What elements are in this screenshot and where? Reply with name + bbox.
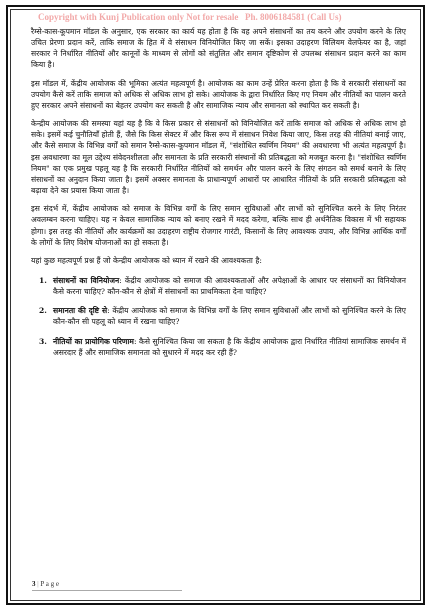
- paragraph-3: केन्द्रीय आयोजक की समस्या यहां यह है कि वे किस प्रकार से संसाधनों को विनियोजित करें ताकि समाज को अधिक से अधिक लाभ हो सके। इसमें कई चुनौतियाँ होती हैं, जैसे कि किस सेक्टर में और किस रूप में संसाधन निवेश किया जाए, किस तरह की नीतियां बनाई जाए, और कैसे समाज के विभिन्न वर्गों को समान रैम्से-कास-कूपमान मॉडल में, "संशोधित स्वर्णिम नियम" की अवधारणा भी अत्यंत महत्वपूर्ण है। इस अवधारणा का मूल उद्देश्य संवेदनशीलता और समानता के प्रति सरकारी संस्थानों की प्रतिबद्धता को मजबूत करना है। "संशोधित स्वर्णिम नियम" का एक प्रमुख पहलू यह है कि सरकारी निर्धारित नीतियों को समर्थन और पालन करने के लिए संगठन को समर्थ बनाने के लिए संसाधनों का अनुदान किया जाता है। इसमें अक्सर समानता के प्राधान्यपूर्ण आधारों पर आधारित नीतियों के प्रति सरकारी प्रतिबद्धता को बढ़ावा देने का प्रयास किया जाता है।: [31, 119, 406, 196]
- page-content: [31, 26, 406, 366]
- list-number: 2.: [39, 306, 47, 316]
- footer-divider: [32, 590, 182, 591]
- list-number: 3.: [39, 336, 47, 346]
- list-term: समानता की दृष्टि से: [53, 306, 108, 316]
- list-number: 1.: [39, 275, 47, 285]
- paragraph-4: इस संदर्भ में, केंद्रीय आयोजक को समाज के विभिन्न वर्गों के लिए समान सुविधाओं और लाभों को सुनिश्चित करने के लिए निरंतर अवलम्बन करना चाहिए। यह न केवल सामाजिक न्याय को बनाए रखने में मदद करेगा, बल्कि साथ ही अर्थनैतिक विकास में भी सहायक होगा। इस तरह की नीतियों और कार्यक्रमों का उदाहरण राष्ट्रीय रोजगार गारंटी, किसानों के लिए आवश्यक उपाय, और विभिन्न आर्थिक वर्गों के लोगों के लिए विशेष योजनाओं का हो सकता है।: [31, 204, 406, 247]
- page-number: 3: [32, 580, 36, 588]
- watermark-phone: Ph. 8006184581 (Call Us): [245, 12, 342, 22]
- list-term: नीतियों का प्रायोगिक परिणाम: [53, 336, 134, 346]
- list-text: : कैसे सुनिश्चित किया जा सकता है कि केंद्रीय आयोजक द्वारा निर्धारित नीतियां सामाजिक समर्थन में असरदार हैं और सामाजिक समानता को सुधारने में मदद कर रही हैं?: [53, 336, 406, 357]
- page-footer: [32, 580, 59, 588]
- paragraph-2: इस मॉडल में, केंद्रीय आयोजक की भूमिका अत्यंत महत्वपूर्ण है। आयोजक का काम उन्हें प्रेरित करना होता है कि वे सरकारी संसाधनों का उपयोग कैसे करें ताकि समाज को अधिक से अधिक लाभ हो सके। आयोजक के द्वारा निर्धारित किए गए नियम और नीतियों का पालन करते हुए सरकार अपने संसाधनों का बेहतर उपयोग कर सकती है और सामाजिक न्याय और समानता को स्थापित कर सकती है।: [31, 78, 406, 110]
- paragraph-1: रैम्से-कास-कूपमान मॉडल के अनुसार, एक सरकार का कार्य यह होता है कि वह अपने संसाधनों का तय करने और उपयोग करने के लिए उचित प्रेरणा प्रदान करें, ताकि समाज के हित में वे संसाधन विनियोजित किए जा सकें। इसका उदाहरण विलियम वेलफेयर का है, जहां सरकार ने निर्धारित नीतियों और कानूनों के माध्यम से लोगों को संतुलित और समान दृष्टिकोण से उपलब्ध संसाधन प्रदान करने का काम किया है।: [31, 27, 406, 70]
- list-item: [31, 275, 406, 297]
- list-item: [31, 305, 406, 327]
- question-list: [31, 275, 406, 358]
- list-intro: यहां कुछ महत्वपूर्ण प्रश्न हैं जो केन्द्रीय आयोजक को ध्यान में रखने की आवश्यकता है:: [31, 255, 262, 265]
- list-item: [31, 336, 406, 358]
- footer-separator: |: [35, 580, 41, 588]
- list-term: संसाधनों का विनियोजन: [53, 275, 120, 285]
- copyright-watermark: [38, 12, 398, 22]
- list-text: : केंद्रीय आयोजक को समाज की आवश्यकताओं और अपेक्षाओं के आधार पर संसाधनों का विनियोजन कैसे करना चाहिए? कौन-कौन से क्षेत्रों में संसाधनों का प्राथमिकता देना चाहिए?: [53, 275, 406, 297]
- list-text: : केंद्रीय आयोजक को समाज के विभिन्न वर्गों के लिए समान सुविधाओं और लाभों को सुनिश्चित करने के लिए कौन-कौन सी पहलू को ध्यान में रखना चाहिए?: [53, 306, 406, 327]
- watermark-text: Copyright with Kunj Publication only Not for resale: [38, 12, 239, 22]
- page-label: P a g e: [40, 580, 60, 588]
